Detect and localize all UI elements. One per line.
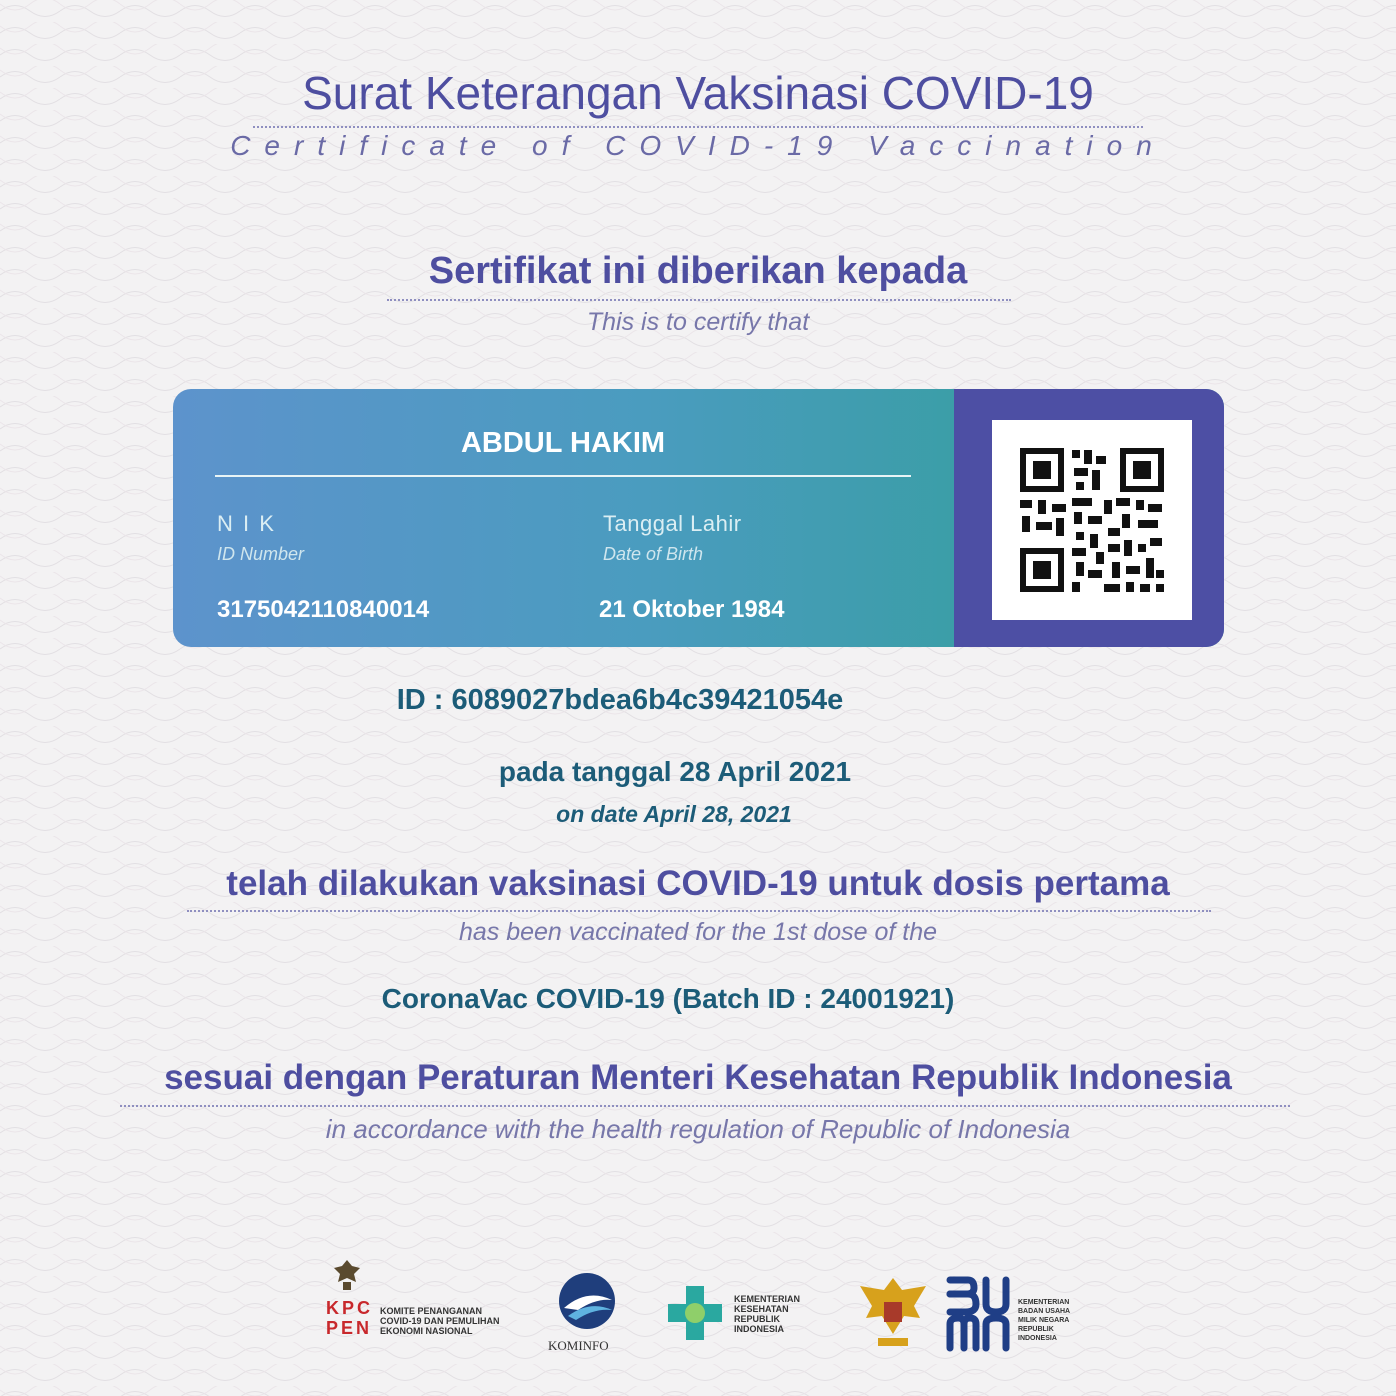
vaccine-name: CoronaVac COVID-19 (Batch ID : 24001921) xyxy=(381,983,955,1014)
title-divider xyxy=(253,126,1143,128)
qr-panel xyxy=(954,389,1224,647)
kominfo-logo xyxy=(546,1270,636,1360)
kpcpen-logo xyxy=(322,1258,522,1358)
dob-label: Tanggal Lahir xyxy=(603,511,742,536)
kpcpen-text: KOMITE PENANGANAN COVID-19 DAN PEMULIHAN EKONOMI NASIONAL xyxy=(380,1306,500,1336)
vaccination-date: pada tanggal 28 April 2021 xyxy=(498,756,852,787)
recipient-intro-heading: Sertifikat ini diberikan kepada xyxy=(428,250,968,292)
certificate-id: ID : 6089027bdea6b4c39421054e xyxy=(396,684,844,716)
kemenkes-logo xyxy=(664,1278,824,1358)
certificate-subtitle: Certificate of COVID-19 Vaccination xyxy=(230,130,1166,161)
qr-code-icon[interactable] xyxy=(992,420,1192,620)
nik-value: 3175042110840014 xyxy=(217,596,430,623)
vaccination-statement: telah dilakukan vaksinasi COVID-19 untuk dosis pertama xyxy=(226,864,1170,903)
nik-label: N I K xyxy=(217,511,276,536)
vaccination-statement-english: has been vaccinated for the 1st dose of the xyxy=(458,918,938,946)
statement-divider xyxy=(187,910,1211,912)
name-divider xyxy=(215,475,911,477)
dob-value: 21 Oktober 1984 xyxy=(599,596,785,623)
bumn-logo-icon xyxy=(944,1274,1014,1352)
garuda-icon xyxy=(332,1258,362,1292)
bumn-logo xyxy=(854,1272,1084,1362)
nik-label-english: ID Number xyxy=(217,544,305,564)
garuda-icon xyxy=(854,1272,932,1352)
regulation-statement: sesuai dengan Peraturan Menteri Kesehatan Republik Indonesia xyxy=(164,1058,1232,1097)
holder-name: ABDUL HAKIM xyxy=(460,427,666,459)
dob-label-english: Date of Birth xyxy=(603,544,704,564)
kemenkes-text: KEMENTERIAN KESEHATAN REPUBLIK INDONESIA xyxy=(734,1294,801,1334)
kpcpen-mark-2: PEN xyxy=(326,1318,373,1338)
regulation-statement-english: in accordance with the health regulation of Republic of Indonesia xyxy=(325,1114,1071,1144)
kpcpen-mark-1: KPC xyxy=(326,1298,374,1318)
kominfo-logo-icon xyxy=(556,1270,618,1332)
certificate-title: Surat Keterangan Vaksinasi COVID-19 xyxy=(302,67,1094,119)
vaccination-date-english: on date April 28, 2021 xyxy=(556,801,792,827)
kominfo-text: KOMINFO xyxy=(548,1338,609,1353)
intro-divider xyxy=(387,299,1011,301)
regulation-divider xyxy=(120,1105,1290,1107)
identity-card xyxy=(173,389,1224,647)
partner-logos xyxy=(0,1250,1396,1370)
bumn-text: KEMENTERIAN BADAN USAHA MILIK NEGARA REPUBLIK INDONESIA xyxy=(1018,1299,1070,1342)
kemenkes-logo-icon xyxy=(664,1282,726,1344)
recipient-intro-english: This is to certify that xyxy=(586,308,810,336)
